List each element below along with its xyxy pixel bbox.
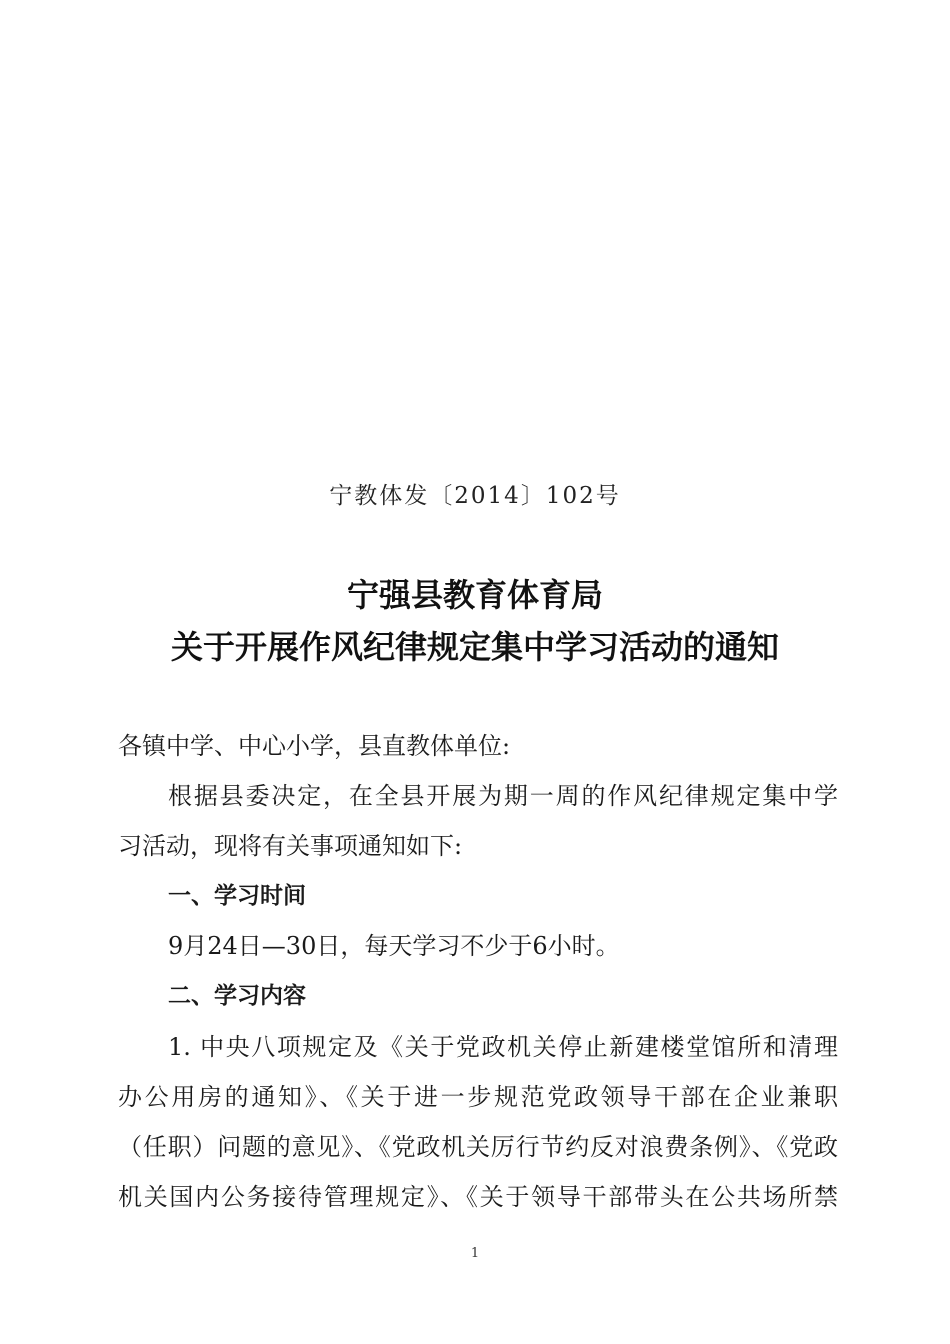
section-2-heading: 二、学习内容 — [168, 983, 306, 1009]
item-1-line-3: （任职）问题的意见》、《党政机关厉行节约反对浪费条例》、《党政 — [118, 1133, 838, 1161]
intro-paragraph-line-1: 根据县委决定，在全县开展为期一周的作风纪律规定集中学 — [168, 782, 838, 810]
section-1-text: 9月24日—30日，每天学习不少于6小时。 — [168, 932, 620, 960]
item-1-line-2: 办公用房的通知》、《关于进一步规范党政领导干部在企业兼职 — [118, 1083, 838, 1111]
section-1-heading: 一、学习时间 — [168, 883, 306, 909]
intro-paragraph-line-2: 习活动，现将有关事项通知如下: — [118, 832, 463, 860]
item-1-line-1: 1. 中央八项规定及《关于党政机关停止新建楼堂馆所和清理 — [168, 1033, 838, 1061]
page-number: 1 — [470, 1246, 480, 1261]
salutation: 各镇中学、中心小学，县直教体单位: — [118, 732, 511, 760]
document-title-line-2: 关于开展作风纪律规定集中学习活动的通知 — [170, 628, 779, 666]
document-number: 宁教体发〔2014〕102号 — [329, 483, 621, 509]
item-1-line-4: 机关国内公务接待管理规定》、《关于领导干部带头在公共场所禁 — [118, 1183, 838, 1211]
document-title-line-1: 宁强县教育体育局 — [346, 576, 603, 614]
